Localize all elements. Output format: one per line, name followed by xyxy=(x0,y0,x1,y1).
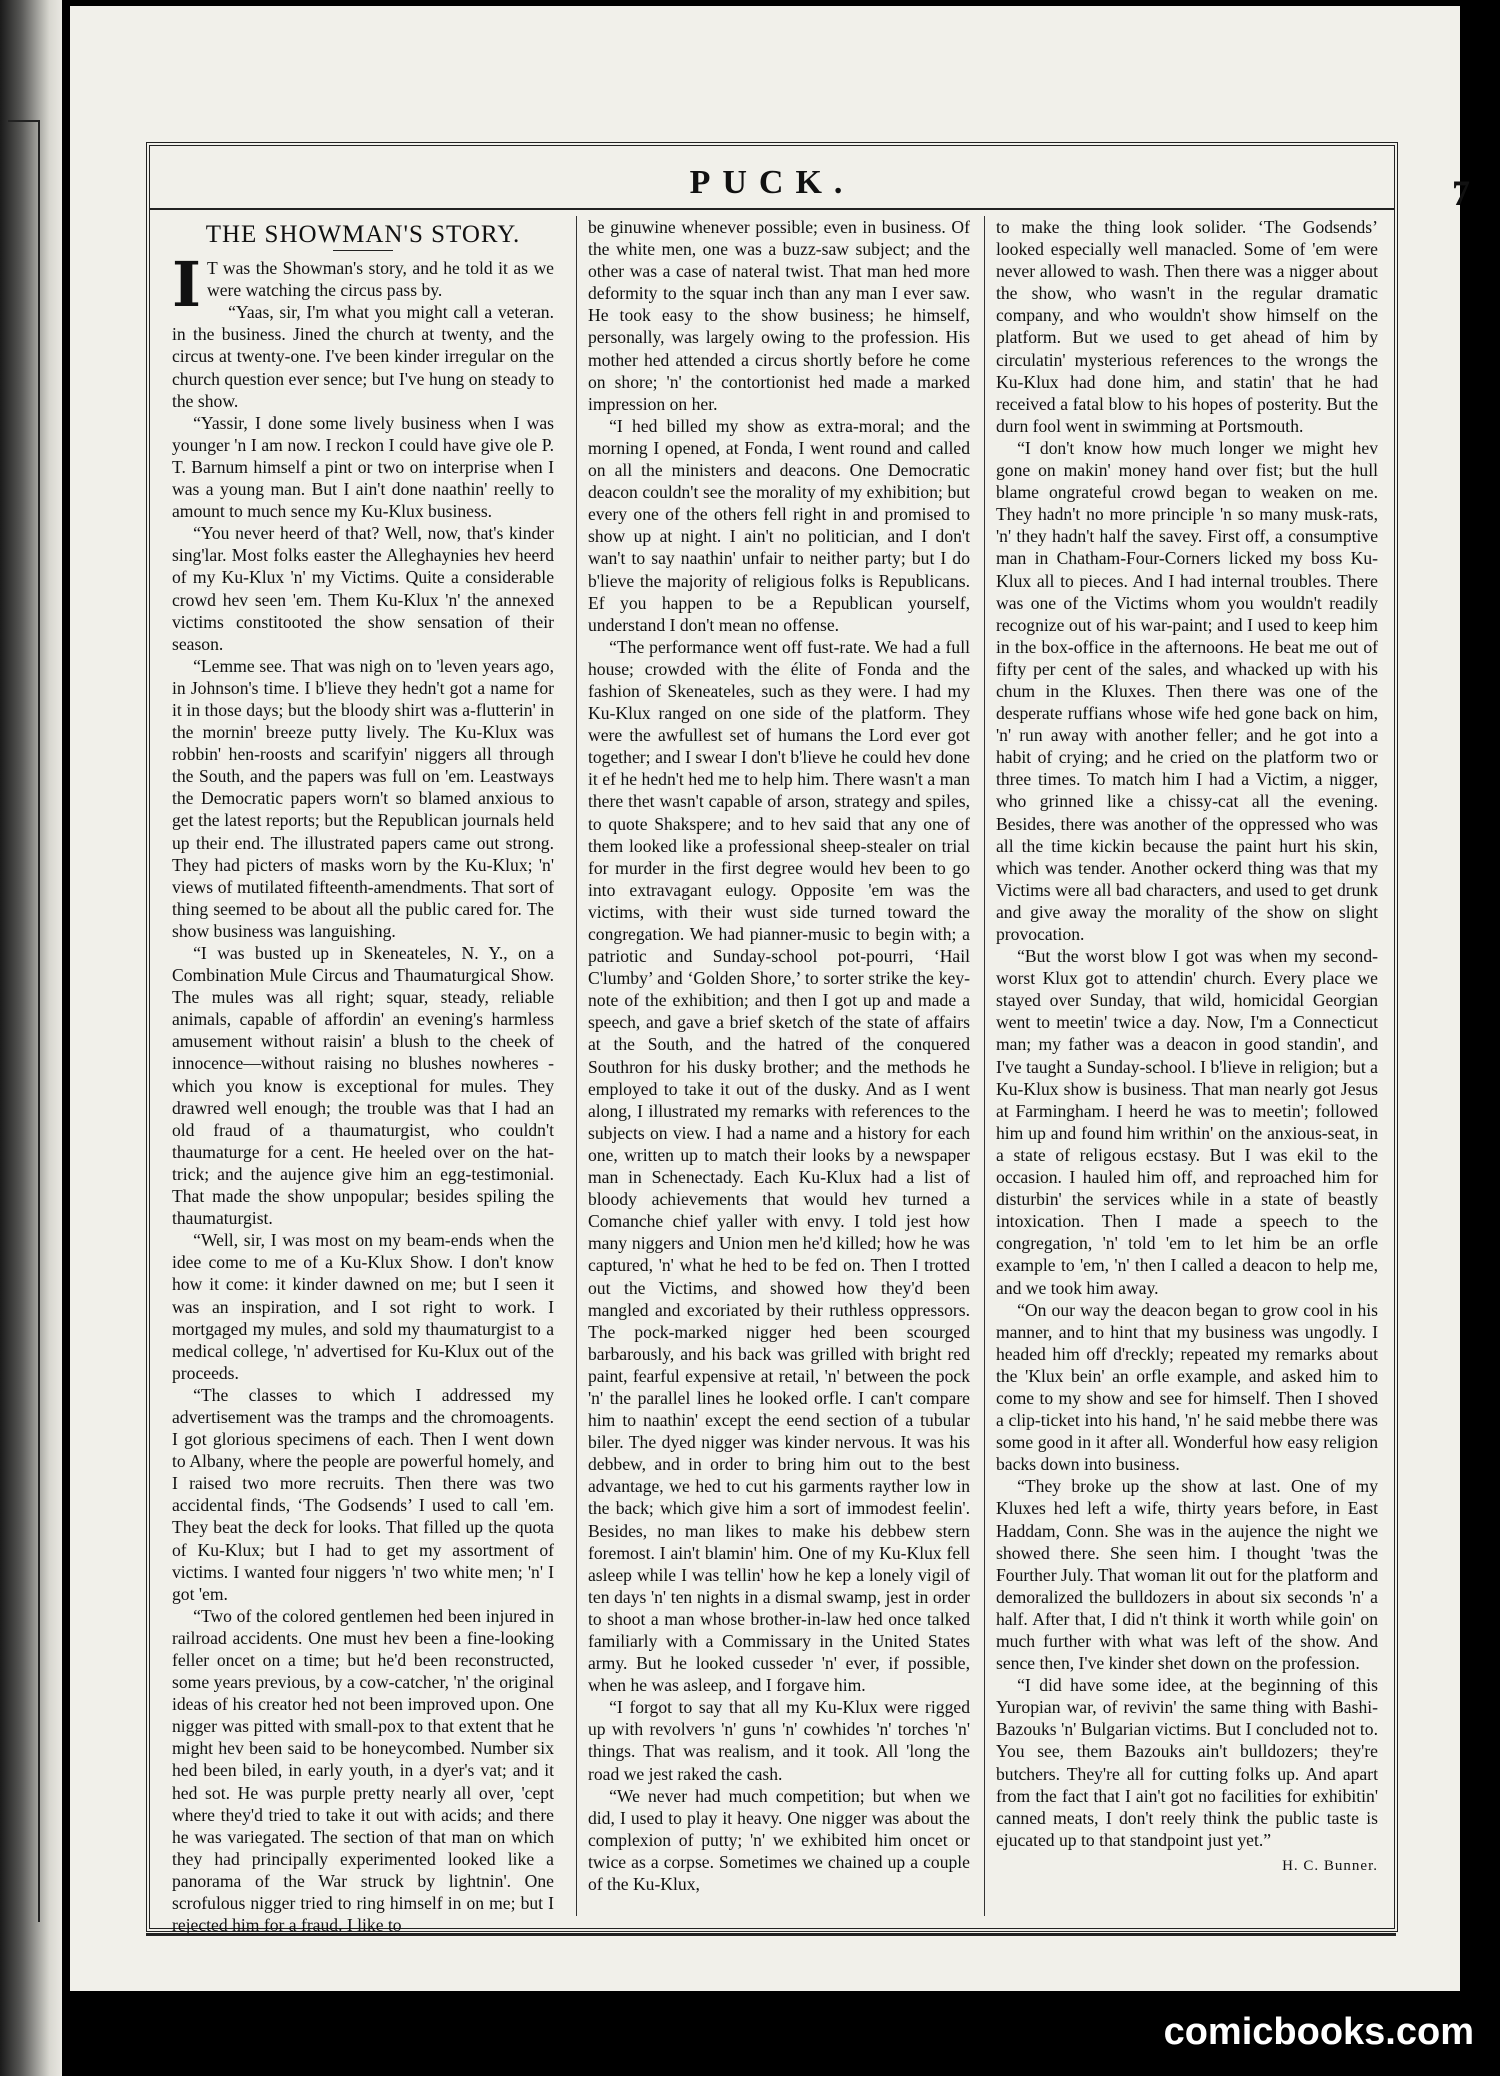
paragraph: “I don't know how much longer we might hev gone on makin' money hand over fist; but the hull blame ongrateful crowd began to weaken on me. They hadn't no more principle 'n so many musk-rats, 'n' they hadn't half the savey. First off, a consumptive man in Chatham-Four-Corners licked my boss Ku-Klux all to pieces. And I had internal troubles. There was one of the Victims whom you wouldn't readily recognize out of his war-paint; and I used to keep him in the box-office in the afternoons. He beat me out of fifty per cent of the sales, and whacked up with his chum in the Kluxes. Then there was one of the desperate ruffians whose wife hed gone back on him, 'n' run away with another feller; and he got into a habit of crying; and he cried on the platform two or three times. To match him I had a Victim, a nigger, who grinned like a chissy-cat all the evening. Besides, there was another of the oppressed who was all the time kickin because the paint hurt his skin, which was tender. Another ockerd thing was that my Victims were all bad characters, and used to get drunk and give away the morality of the show on slight provocation. xyxy=(996,437,1378,944)
watermark-text: comicbooks.com xyxy=(1163,2011,1474,2053)
column-divider xyxy=(576,216,577,1916)
column-divider xyxy=(984,216,985,1916)
paragraph: “The classes to which I addressed my advertisement was the tramps and the chromoagents. I got glorious specimens of each. Then I went down to Albany, where the people are powerful homely, and I raised two more recruits. Then there was two accidental finds, ‘The Godsends’ I used to call 'em. They beat the deck for looks. That filled up the quota of Ku-Klux; but I had to get my assortment of victims. I wanted four niggers 'n' two white men; 'n' I got 'em. xyxy=(172,1384,554,1604)
footer-rule xyxy=(146,1933,1396,1936)
paragraph: “I was busted up in Skeneateles, N. Y., on a Combination Mule Circus and Thaumaturgical Show. The mules was all right; squar, steady, reliable animals, capable of affordin' an evening's harmless amusement without raisin' a blush to the cheek of innocence—without raising no blushes nowheres - which you know is exceptional for mules. They drawred well enough; the trouble was that I had an old fraud of a thaumaturgist, who couldn't thaumaturge for a cent. He heeled over on the hat-trick; and the aujence give him an egg-testimonial. That made the show unpopular; besides spiling the thaumaturgist. xyxy=(172,943,554,1229)
paragraph: “Lemme see. That was nigh on to 'leven years ago, in Johnson's time. I b'lieve they hedn't got a name for it in those days; but the bloody shirt was a-flutterin' in the mornin' breeze putty lively. The Ku-Klux was robbin' hen-roosts and scarifyin' niggers all through the South, and the papers was full on 'em. Leastways the Democratic papers worn't so blamed anxious to get the latest reports; but the Republican journals held up their end. The illustrated papers came out strong. They had picters of masks worn by the Ku-Klux; 'n' views of mutilated fifteenth-amendments. That sort of thing seemed to be about all the public cared for. The show business was languishing. xyxy=(172,655,554,941)
paragraph: “Two of the colored gentlemen hed been injured in railroad accidents. One must hev been a fine-looking feller oncet on a time; but he'd been reconstructed, some years previous, by a cow-catcher, 'n' the original ideas of his creator hed not been improved upon. One nigger was pitted with small-pox to that extent that he might hev been said to be honeycombed. Number six hed been biled, in early youth, in a dyer's vat; and it hed sot. He was purple pretty nearly all over, 'cept where they'd tried to take it out with acids; and there he was variegated. The section of that man on which they had principally experimented looked like a panorama of the War struck by lightnin'. One scrofulous nigger tried to ring himself in on me; but I rejected him for a fraud. I like to xyxy=(172,1605,554,1936)
author-signature: H. C. Bunner. xyxy=(1282,1857,1378,1874)
paragraph-text: T was the Showman's story, and he told it as we were watching the circus pass by. xyxy=(207,258,554,301)
facing-page-edge xyxy=(0,0,62,2076)
text-column-2 xyxy=(588,216,970,1895)
text-column-3 xyxy=(996,216,1378,1877)
paragraph: to make the thing look solider. ‘The Godsends’ looked especially well manacled. Some of 'em were never allowed to wash. Then there was a nigger about the show, who wasn't in the regular dramatic company, and who wouldn't show himself on the platform. But we used to get ahead of him by circulatin' mysterious references to the wrongs the Ku-Klux had done him, and statin' that he had received a fatal blow to his hopes of posterity. But the durn fool went in swimming at Portsmouth. xyxy=(996,217,1378,436)
paragraph: “Yaas, sir, I'm what you might call a veteran. in the business. Jined the church at twenty, and the circus at twenty-one. I've been kinder irregular on the church question ever sence; but I've hung on steady to the show. xyxy=(172,302,554,411)
paragraph: “You never heerd of that? Well, now, that's kinder sing'lar. Most folks easter the Alleghaynies hev heerd of my Ku-Klux 'n' my Victims. Quite a considerable crowd hev seen 'em. Them Ku-Klux 'n' the annexed victims constitooted the show sensation of their season. xyxy=(172,523,554,654)
page-number: 7 xyxy=(1452,173,1470,213)
facing-page-border xyxy=(8,120,40,1922)
paragraph: “Well, sir, I was most on my beam-ends when the idee come to me of a Ku-Klux Show. I don't know how it come: it kinder dawned on me; but I seen it was an inspiration, and I sot right to work. I mortgaged my mules, and sold my thaumaturgist to a medical college, 'n' advertised for Ku-Klux out of the proceeds. xyxy=(172,1230,554,1383)
paragraph: “But the worst blow I got was when my second-worst Klux got to attendin' church. Every place we stayed over Sunday, that wild, homicidal Georgian went to meetin' twice a day. Now, I'm a Connecticut man; my father was a deacon in good standin', and I've taught a Sunday-school. I b'lieve in religion; but a Ku-Klux show is business. That man nearly got Jesus at Farmingham. I heerd he was to meetin'; followed him up and found him writhin' on the anxious-seat, in a state of religous ecstasy. But I was ekil to the occasion. I hauled him off, and reproached him for disturbin' the services while in a state of beastly intoxication. Then I made a speech to the congregation, 'n' told 'em to let him be an orfle example to 'em, 'n' then I called a deacon to help me, and we took him away. xyxy=(996,946,1378,1298)
paragraph: “We never had much competition; but when we did, I used to play it heavy. One nigger was about the complexion of putty; 'n' we exhibited him oncet or twice as a corpse. Sometimes we chained up a couple of the Ku-Klux, xyxy=(588,1785,970,1895)
paragraph: be ginuwine whenever possible; even in business. Of the white men, one was a buzz-saw subject; and the other was a case of nateral twist. That man hed more deformity to the squar inch than any man I ever saw. He took easy to the show business; he himself, personally, was largely owing to the profession. His mother hed attended a circus shortly before he come on shore; 'n' the contortionist hed made a marked impression on her. xyxy=(588,217,970,414)
magazine-title: PUCK. xyxy=(689,164,855,201)
paragraph xyxy=(172,248,554,322)
paragraph: “Yassir, I done some lively business when I was younger 'n I am now. I reckon I could have give ole P. T. Barnum himself a pint or two on interprise when I was a young man. But I ain't done naathin' reelly to amount to much sence my Ku-Klux business. xyxy=(172,412,554,522)
drop-cap: I xyxy=(172,248,202,322)
story-title: THE SHOWMAN'S STORY. xyxy=(205,221,521,248)
paragraph: “The performance went off fust-rate. We had a full house; crowded with the élite of Fonda and the fashion of Skeneateles, such as they were. I had my Ku-Klux ranged on one side of the platform. They were the awfullest set of humans the Lord ever got together; and I swear I don't b'lieve he could hev done it ef he hedn't hed me to help him. There wasn't a man there thet wasn't capable of arson, strategy and spiles, to quote Shakspere; and to hev said that any one of them looked like a professional sheep-stealer on trial for murder in the first degree would hev been to go into extravagant eulogy. Opposite 'em was the victims, with their wust side turned toward the congregation. We had pianner-music to begin with; a patriotic and Sunday-school pot-pourri, ‘Hail C'lumby’ and ‘Golden Shore,’ to sorter strike the key-note of the exhibition; and then I got up and made a speech, and gave a brief sketch of the state of affairs at the South, and the hatred of the conquered Southron for his dusky brother; and the methods he employed to take it out of the dusky. And as I went along, I illustrated my remarks with references to the subjects on view. I had a name and a history for each one, written up to match their looks by a newspaper man in Schenectady. Each Ku-Klux had a list of bloody achievements that would hev turned a Comanche chief yaller with envy. I told jest how many niggers and Union men he'd killed; how he was captured, 'n' what he hed to be fed on. Then I trotted out the Victims, and showed how they'd been mangled and excoriated by their ruthless oppressors. The pock-marked nigger hed been scourged barbarously, and his back was grilled with bright red paint, fearful expensive at retail, 'n' between the pock 'n' the parallel lines he looked orfle. I can't compare him to naathin' except the eend section of a tubular biler. The dyed nigger was kinder nervous. It was his debbew, and in order to bring him out to the best advantage, we hed to cut his garments rayther low in the back; which give him a sort of immodest feelin'. Besides, no man likes to make his debbew stern foremost. I ain't blamin' him. One of my Ku-Klux fell asleep while I was tellin' how he kep a lonely vigil of ten days 'n' ten nights in a dismal swamp, jest in order to shoot a man whose brother-in-law hed once talked familiarly with a Commissary in the United States army. But he looked cusseder 'n' ever, if possible, when he was asleep, and I forgave him. xyxy=(588,636,970,1696)
header-rule xyxy=(150,208,1394,210)
text-column-1 xyxy=(172,216,554,1936)
paragraph: “I forgot to say that all my Ku-Klux were rigged up with revolvers 'n' guns 'n' cowhides 'n' torches 'n' things. That was realism, and it took. All 'long the road we jest raked the cash. xyxy=(588,1697,970,1784)
paragraph: “I hed billed my show as extra-moral; and the morning I opened, at Fonda, I went round and called on all the ministers and deacons. One Democratic deacon couldn't see the morality of my exhibition; but every one of the others fell right in and promised to show up at night. I ain't no politician, and I don't wan't to say naathin' unfair to neither party; but I do b'lieve the majority of religious folks is Republicans. Ef you happen to be a Republican yourself, understand I don't mean no offense. xyxy=(588,415,970,635)
paragraph: “They broke up the show at last. One of my Kluxes hed left a wife, thirty years before, in East Haddam, Conn. She was in the aujence the night we showed there. She seen him. I thought 'twas the Fourther July. That woman lit out for the platform and demoralized the bulldozers in about six seconds 'n' a half. After that, I did n't think it worth while goin' on much further with what was left of the show. And sence then, I've kinder shet down on the profession. xyxy=(996,1476,1378,1674)
paragraph: “I did have some idee, at the beginning of this Yuropian war, of revivin' the same thing with Bashi-Bazouks 'n' Bulgarian victims. But I concluded not to. You see, them Bazouks ain't bulldozers; they're butchers. They're all for cutting folks up. And apart from the fact that I ain't got no facilities for exhibitin' canned meats, I don't reely think the public taste is ejucated up to that standpoint just yet.” xyxy=(996,1675,1378,1850)
title-rule xyxy=(333,250,393,251)
paragraph: “On our way the deacon began to grow cool in his manner, and to hint that my business was ungodly. I headed him off d'reckly; repeated my remarks about the 'Klux bein' an orfle example, and asked him to come to my show and see for himself. Then I shoved a clip-ticket into his hand, 'n' he said mebbe there was some good in it after all. Wonderful how easy religion backs down into business. xyxy=(996,1299,1378,1475)
masthead xyxy=(146,164,1398,208)
